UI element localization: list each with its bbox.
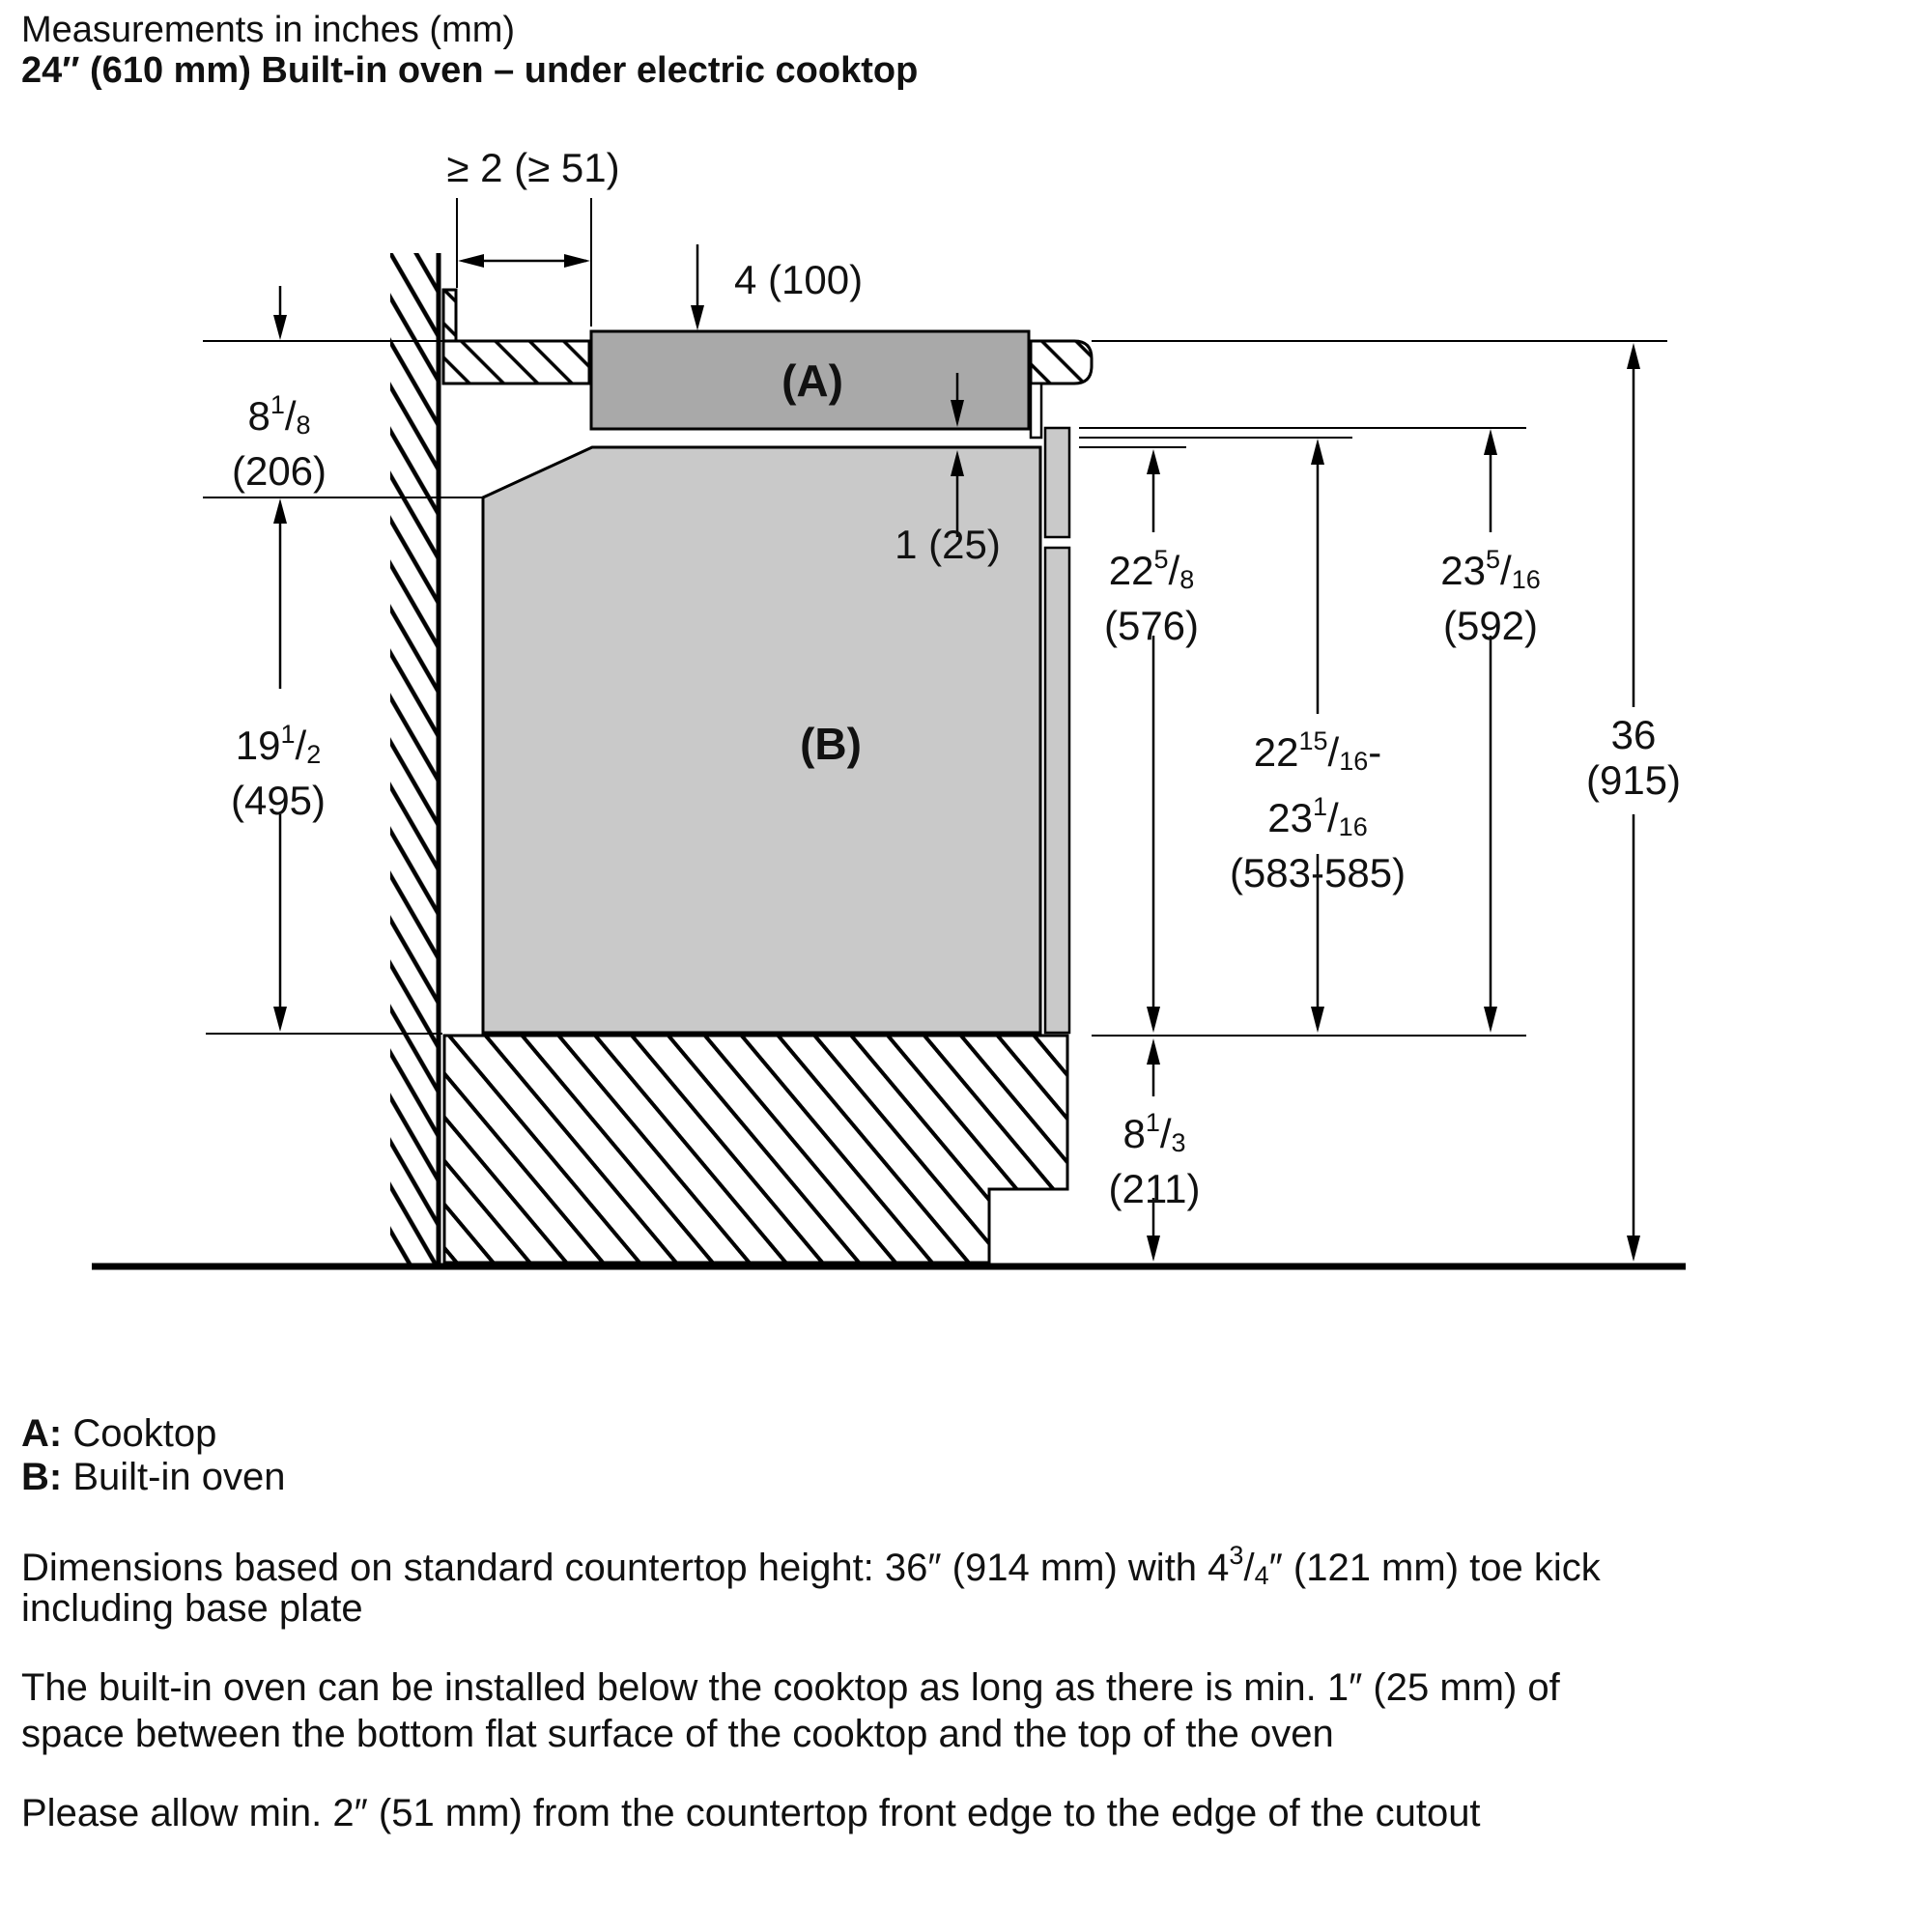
label-gap-25: 1 (25) — [895, 522, 1001, 567]
arrow-576-up — [1147, 449, 1160, 474]
countertop-right — [1031, 341, 1092, 384]
label-part-b: (B) — [800, 719, 862, 769]
arrow-211-down — [1147, 1236, 1160, 1262]
arrow-206-down — [273, 315, 287, 340]
page-title: Measurements in inches (mm) — [21, 10, 516, 50]
product-title: 24″ (610 mm) Built-in oven – under electric cooktop — [21, 50, 919, 91]
legend-a — [21, 1412, 216, 1456]
legend-b-value: Built-in oven — [72, 1456, 286, 1498]
label-cooktop-depth: 4 (100) — [734, 257, 864, 302]
legend-b-key: B: — [21, 1456, 63, 1498]
legend-a-key: A: — [21, 1412, 63, 1455]
countertop-left — [443, 341, 589, 384]
arrow-495-down — [273, 1007, 287, 1032]
arrow-495-up — [273, 498, 287, 524]
note-cutout-clearance: Please allow min. 2″ (51 mm) from the countertop front edge to the edge of the cutout — [21, 1792, 1481, 1834]
cooktop-flange-right — [1031, 384, 1041, 438]
label-clearance: ≥ 2 (≥ 51) — [446, 145, 620, 190]
label-dim-576: $22^5/8$ (576) — [1103, 545, 1200, 648]
label-dim-592: $23^5/16$ (592) — [1440, 545, 1541, 648]
arrow-583-up — [1311, 439, 1324, 465]
arrow-592-up — [1484, 429, 1497, 455]
label-dim-495: $19^1/2$ (495) — [230, 720, 327, 823]
label-dim-206: $8^1/8$ (206) — [231, 390, 327, 494]
arrow-depth-down — [691, 305, 704, 330]
legend-a-value: Cooktop — [72, 1412, 217, 1455]
note-countertop-height-line1: Dimensions based on standard countertop height: 36″ (914 mm) with $4^3/4''$ (121 mm) toe kick — [21, 1541, 1601, 1590]
arrow-915-down — [1627, 1236, 1640, 1262]
arrow-211-up — [1147, 1038, 1160, 1065]
countertop-flange-left — [443, 290, 456, 341]
note-oven-below-line2: space between the bottom flat surface of the cooktop and the top of the oven — [21, 1713, 1334, 1755]
oven-door-lower — [1045, 548, 1069, 1033]
label-part-a: (A) — [781, 355, 843, 406]
oven-door-upper — [1045, 428, 1069, 537]
arrow-576-down — [1147, 1007, 1160, 1033]
note-oven-below-line1: The built-in oven can be installed below the cooktop as long as there is min. 1″ (25 mm) of — [21, 1666, 1560, 1709]
arrow-clearance-left — [458, 254, 484, 268]
arrow-592-down — [1484, 1007, 1497, 1033]
arrow-clearance-right — [564, 254, 590, 268]
base-plate — [444, 1036, 1067, 1263]
legend-b — [21, 1456, 285, 1499]
note-countertop-height-line2: including base plate — [21, 1587, 363, 1630]
arrow-915-up — [1627, 343, 1640, 369]
label-dim-211: $8^1/3$ (211) — [1108, 1108, 1201, 1211]
label-dim-583-585: $22^{15}/16-$ $23^1/16$ (583-585) — [1229, 726, 1406, 895]
label-dim-915: 36 (915) — [1585, 712, 1682, 803]
wall-hatch — [390, 253, 438, 1264]
arrow-583-down — [1311, 1007, 1324, 1033]
